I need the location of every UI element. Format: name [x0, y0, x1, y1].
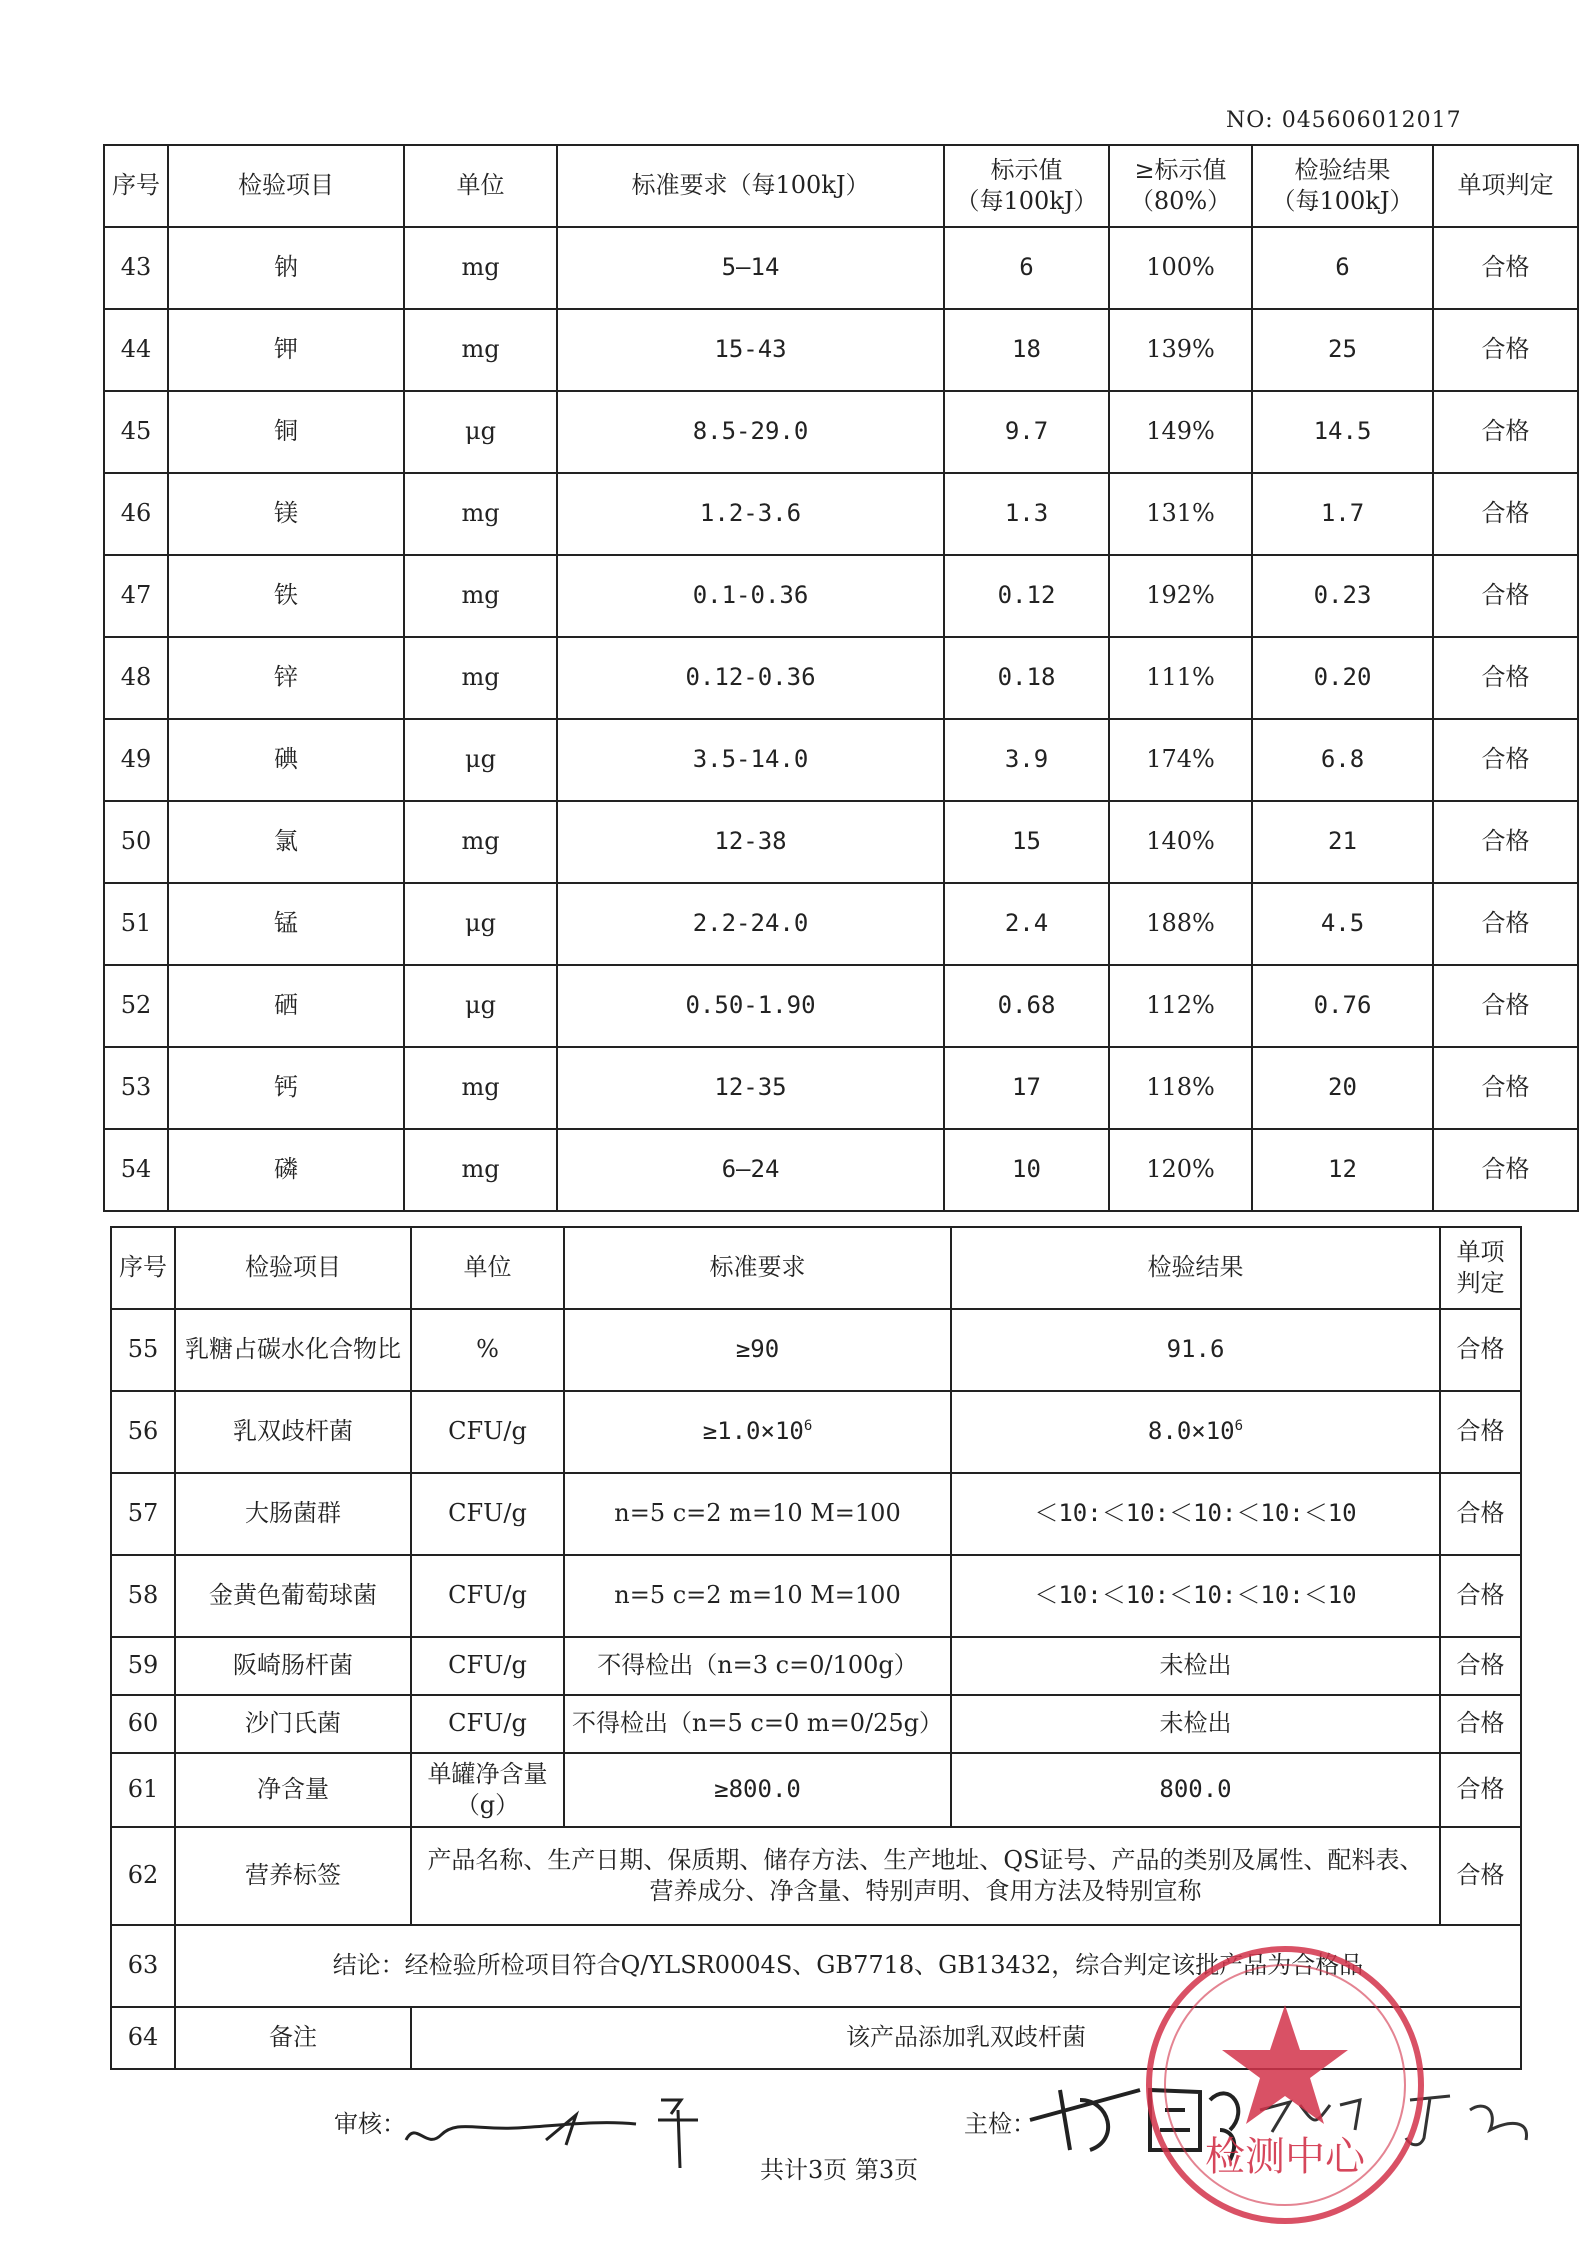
row-no: 55	[111, 1309, 175, 1391]
row-no: 57	[111, 1473, 175, 1555]
table-row	[111, 1391, 1521, 1473]
percent-of-label: 140%	[1109, 801, 1252, 883]
item-name: 钠	[168, 227, 404, 309]
remark-text: 该产品添加乳双歧杆菌	[411, 2007, 1521, 2069]
judgement: 合格	[1440, 1695, 1521, 1753]
judgement: 合格	[1433, 1129, 1578, 1211]
unit: 单罐净含量（g）	[411, 1753, 564, 1827]
standard: 12-38	[557, 801, 944, 883]
percent-of-label: 174%	[1109, 719, 1252, 801]
standard: ≥90	[564, 1309, 951, 1391]
page-count: 共计3页 第3页	[760, 2156, 919, 2184]
label-value: 0.12	[944, 555, 1109, 637]
header-cell: 单位	[404, 145, 557, 227]
result: 4.5	[1252, 883, 1433, 965]
judgement: 合格	[1440, 1391, 1521, 1473]
table-row	[104, 555, 1578, 637]
percent-of-label: 111%	[1109, 637, 1252, 719]
standard: 8.5-29.0	[557, 391, 944, 473]
unit: CFU/g	[411, 1473, 564, 1555]
item-name: 铁	[168, 555, 404, 637]
judgement: 合格	[1433, 473, 1578, 555]
header-cell: 标示值 （每100kJ）	[944, 145, 1109, 227]
result-base: 8.0×10	[1147, 1417, 1235, 1446]
row-no: 62	[111, 1827, 175, 1925]
item-name: 氯	[168, 801, 404, 883]
standard: 5—14	[557, 227, 944, 309]
unit: μg	[404, 965, 557, 1047]
table-row	[104, 227, 1578, 309]
item-name: 营养标签	[175, 1827, 411, 1925]
judgement: 合格	[1433, 637, 1578, 719]
item-name: 钙	[168, 1047, 404, 1129]
result: 未检出	[951, 1637, 1440, 1695]
row-no: 51	[104, 883, 168, 965]
result: 6	[1252, 227, 1433, 309]
table-header-row	[111, 1227, 1521, 1309]
item-name: 大肠菌群	[175, 1473, 411, 1555]
item-name: 锌	[168, 637, 404, 719]
standard: 2.2-24.0	[557, 883, 944, 965]
standard-exponent: 6	[803, 1418, 813, 1435]
percent-of-label: 131%	[1109, 473, 1252, 555]
header-cell: 序号	[104, 145, 168, 227]
unit: CFU/g	[411, 1555, 564, 1637]
percent-of-label: 100%	[1109, 227, 1252, 309]
result: 12	[1252, 1129, 1433, 1211]
judgement: 合格	[1440, 1753, 1521, 1827]
unit: %	[411, 1309, 564, 1391]
label-value: 2.4	[944, 883, 1109, 965]
result: 0.76	[1252, 965, 1433, 1047]
label-description: 产品名称、生产日期、保质期、储存方法、生产地址、QS证号、产品的类别及属性、配料表、营养成分、净含量、特别声明、食用方法及特别宣称	[411, 1827, 1440, 1925]
row-no: 50	[104, 801, 168, 883]
label-value: 10	[944, 1129, 1109, 1211]
item-name: 钾	[168, 309, 404, 391]
table-row	[111, 1695, 1521, 1753]
standard: n=5 c=2 m=10 M=100	[564, 1555, 951, 1637]
result: 25	[1252, 309, 1433, 391]
standard: 1.2-3.6	[557, 473, 944, 555]
table-row	[111, 1753, 1521, 1827]
header-cell: 检验项目	[168, 145, 404, 227]
unit: μg	[404, 883, 557, 965]
conclusion-text: 结论：经检验所检项目符合Q/YLSR0004S、GB7718、GB13432，综合判定该批产品为合格品	[175, 1925, 1521, 2007]
judgement: 合格	[1433, 965, 1578, 1047]
result: 未检出	[951, 1695, 1440, 1753]
label-value: 1.3	[944, 473, 1109, 555]
header-cell: 单项判定	[1433, 145, 1578, 227]
judgement: 合格	[1433, 883, 1578, 965]
review-label: 审核：	[334, 2110, 406, 2138]
label-value: 0.68	[944, 965, 1109, 1047]
standard: 0.1-0.36	[557, 555, 944, 637]
table-row	[104, 801, 1578, 883]
table-row	[104, 473, 1578, 555]
unit: mg	[404, 1047, 557, 1129]
judgement: 合格	[1440, 1309, 1521, 1391]
percent-of-label: 118%	[1109, 1047, 1252, 1129]
item-name: 锰	[168, 883, 404, 965]
table-row	[104, 965, 1578, 1047]
item-name: 铜	[168, 391, 404, 473]
row-no: 63	[111, 1925, 175, 2007]
header-cell: 标准要求（每100kJ）	[557, 145, 944, 227]
standard-base: ≥1.0×10	[702, 1417, 804, 1446]
judgement: 合格	[1440, 1555, 1521, 1637]
table-header-row	[104, 145, 1578, 227]
header-cell: 标准要求	[564, 1227, 951, 1309]
standard: 不得检出（n=5 c=0 m=0/25g）	[564, 1695, 951, 1753]
item-name: 乳双歧杆菌	[175, 1391, 411, 1473]
item-name: 乳糖占碳水化合物比	[175, 1309, 411, 1391]
svg-text:检测中心: 检测中心	[1205, 2134, 1365, 2180]
result: 14.5	[1252, 391, 1433, 473]
judgement: 合格	[1440, 1473, 1521, 1555]
nutrient-table	[103, 144, 1579, 1212]
result: ＜10:＜10:＜10:＜10:＜10	[951, 1473, 1440, 1555]
unit: mg	[404, 1129, 557, 1211]
row-no: 47	[104, 555, 168, 637]
result: 0.23	[1252, 555, 1433, 637]
unit: CFU/g	[411, 1695, 564, 1753]
table-row	[104, 391, 1578, 473]
standard: 0.12-0.36	[557, 637, 944, 719]
header-cell: 单项判定	[1440, 1227, 1521, 1309]
row-no: 49	[104, 719, 168, 801]
row-no: 45	[104, 391, 168, 473]
item-name: 阪崎肠杆菌	[175, 1637, 411, 1695]
table-row	[111, 1555, 1521, 1637]
result	[951, 1391, 1440, 1473]
official-stamp	[1140, 1940, 1430, 2230]
row-no: 43	[104, 227, 168, 309]
judgement: 合格	[1433, 719, 1578, 801]
row-no: 61	[111, 1753, 175, 1827]
unit: CFU/g	[411, 1391, 564, 1473]
standard	[564, 1391, 951, 1473]
unit: mg	[404, 227, 557, 309]
unit: mg	[404, 637, 557, 719]
unit: CFU/g	[411, 1637, 564, 1695]
judgement: 合格	[1440, 1637, 1521, 1695]
table-row	[104, 719, 1578, 801]
label-value: 18	[944, 309, 1109, 391]
table-row	[104, 309, 1578, 391]
row-no: 48	[104, 637, 168, 719]
label-value: 0.18	[944, 637, 1109, 719]
percent-of-label: 120%	[1109, 1129, 1252, 1211]
label-value: 17	[944, 1047, 1109, 1129]
label-value: 9.7	[944, 391, 1109, 473]
item-name: 净含量	[175, 1753, 411, 1827]
header-cell: ≥标示值 （80%）	[1109, 145, 1252, 227]
standard: 6—24	[557, 1129, 944, 1211]
percent-of-label: 188%	[1109, 883, 1252, 965]
result: 91.6	[951, 1309, 1440, 1391]
row-no: 54	[104, 1129, 168, 1211]
row-no: 44	[104, 309, 168, 391]
unit: mg	[404, 555, 557, 637]
result: 21	[1252, 801, 1433, 883]
unit: μg	[404, 391, 557, 473]
standard: ≥800.0	[564, 1753, 951, 1827]
header-cell: 单位	[411, 1227, 564, 1309]
table-row	[111, 1827, 1521, 1925]
judgement: 合格	[1433, 1047, 1578, 1129]
percent-of-label: 112%	[1109, 965, 1252, 1047]
judgement: 合格	[1433, 227, 1578, 309]
percent-of-label: 192%	[1109, 555, 1252, 637]
reviewer-signature	[396, 2080, 736, 2170]
table-row	[104, 1047, 1578, 1129]
row-no: 60	[111, 1695, 175, 1753]
header-cell: 序号	[111, 1227, 175, 1309]
percent-of-label: 149%	[1109, 391, 1252, 473]
judgement: 合格	[1433, 391, 1578, 473]
inspector-label: 主检：	[964, 2110, 1036, 2138]
header-cell: 检验项目	[175, 1227, 411, 1309]
table-row	[104, 883, 1578, 965]
row-no: 46	[104, 473, 168, 555]
item-name: 金黄色葡萄球菌	[175, 1555, 411, 1637]
item-name: 沙门氏菌	[175, 1695, 411, 1753]
result: 0.20	[1252, 637, 1433, 719]
standard: 12-35	[557, 1047, 944, 1129]
result: 800.0	[951, 1753, 1440, 1827]
row-no: 52	[104, 965, 168, 1047]
unit: mg	[404, 309, 557, 391]
document-number: NO: 045606012017	[1226, 108, 1462, 133]
item-name: 硒	[168, 965, 404, 1047]
label-value: 15	[944, 801, 1109, 883]
header-cell: 检验结果 （每100kJ）	[1252, 145, 1433, 227]
judgement: 合格	[1433, 801, 1578, 883]
result-exponent: 6	[1234, 1418, 1244, 1435]
table-row	[104, 637, 1578, 719]
percent-of-label: 139%	[1109, 309, 1252, 391]
judgement: 合格	[1433, 555, 1578, 637]
judgement: 合格	[1440, 1827, 1521, 1925]
standard: 不得检出（n=3 c=0/100g）	[564, 1637, 951, 1695]
table-row	[104, 1129, 1578, 1211]
judgement: 合格	[1433, 309, 1578, 391]
label-value: 6	[944, 227, 1109, 309]
result: 20	[1252, 1047, 1433, 1129]
item-name: 磷	[168, 1129, 404, 1211]
standard: 15-43	[557, 309, 944, 391]
table-row	[111, 1473, 1521, 1555]
item-name: 镁	[168, 473, 404, 555]
result: 1.7	[1252, 473, 1433, 555]
remark-label: 备注	[175, 2007, 411, 2069]
row-no: 58	[111, 1555, 175, 1637]
table-row	[111, 1309, 1521, 1391]
row-no: 59	[111, 1637, 175, 1695]
label-value: 3.9	[944, 719, 1109, 801]
result: ＜10:＜10:＜10:＜10:＜10	[951, 1555, 1440, 1637]
standard: n=5 c=2 m=10 M=100	[564, 1473, 951, 1555]
table-row	[111, 1637, 1521, 1695]
row-no: 64	[111, 2007, 175, 2069]
item-name: 碘	[168, 719, 404, 801]
row-no: 56	[111, 1391, 175, 1473]
unit: mg	[404, 801, 557, 883]
result: 6.8	[1252, 719, 1433, 801]
standard: 3.5-14.0	[557, 719, 944, 801]
unit: μg	[404, 719, 557, 801]
unit: mg	[404, 473, 557, 555]
row-no: 53	[104, 1047, 168, 1129]
standard: 0.50-1.90	[557, 965, 944, 1047]
header-cell: 检验结果	[951, 1227, 1440, 1309]
